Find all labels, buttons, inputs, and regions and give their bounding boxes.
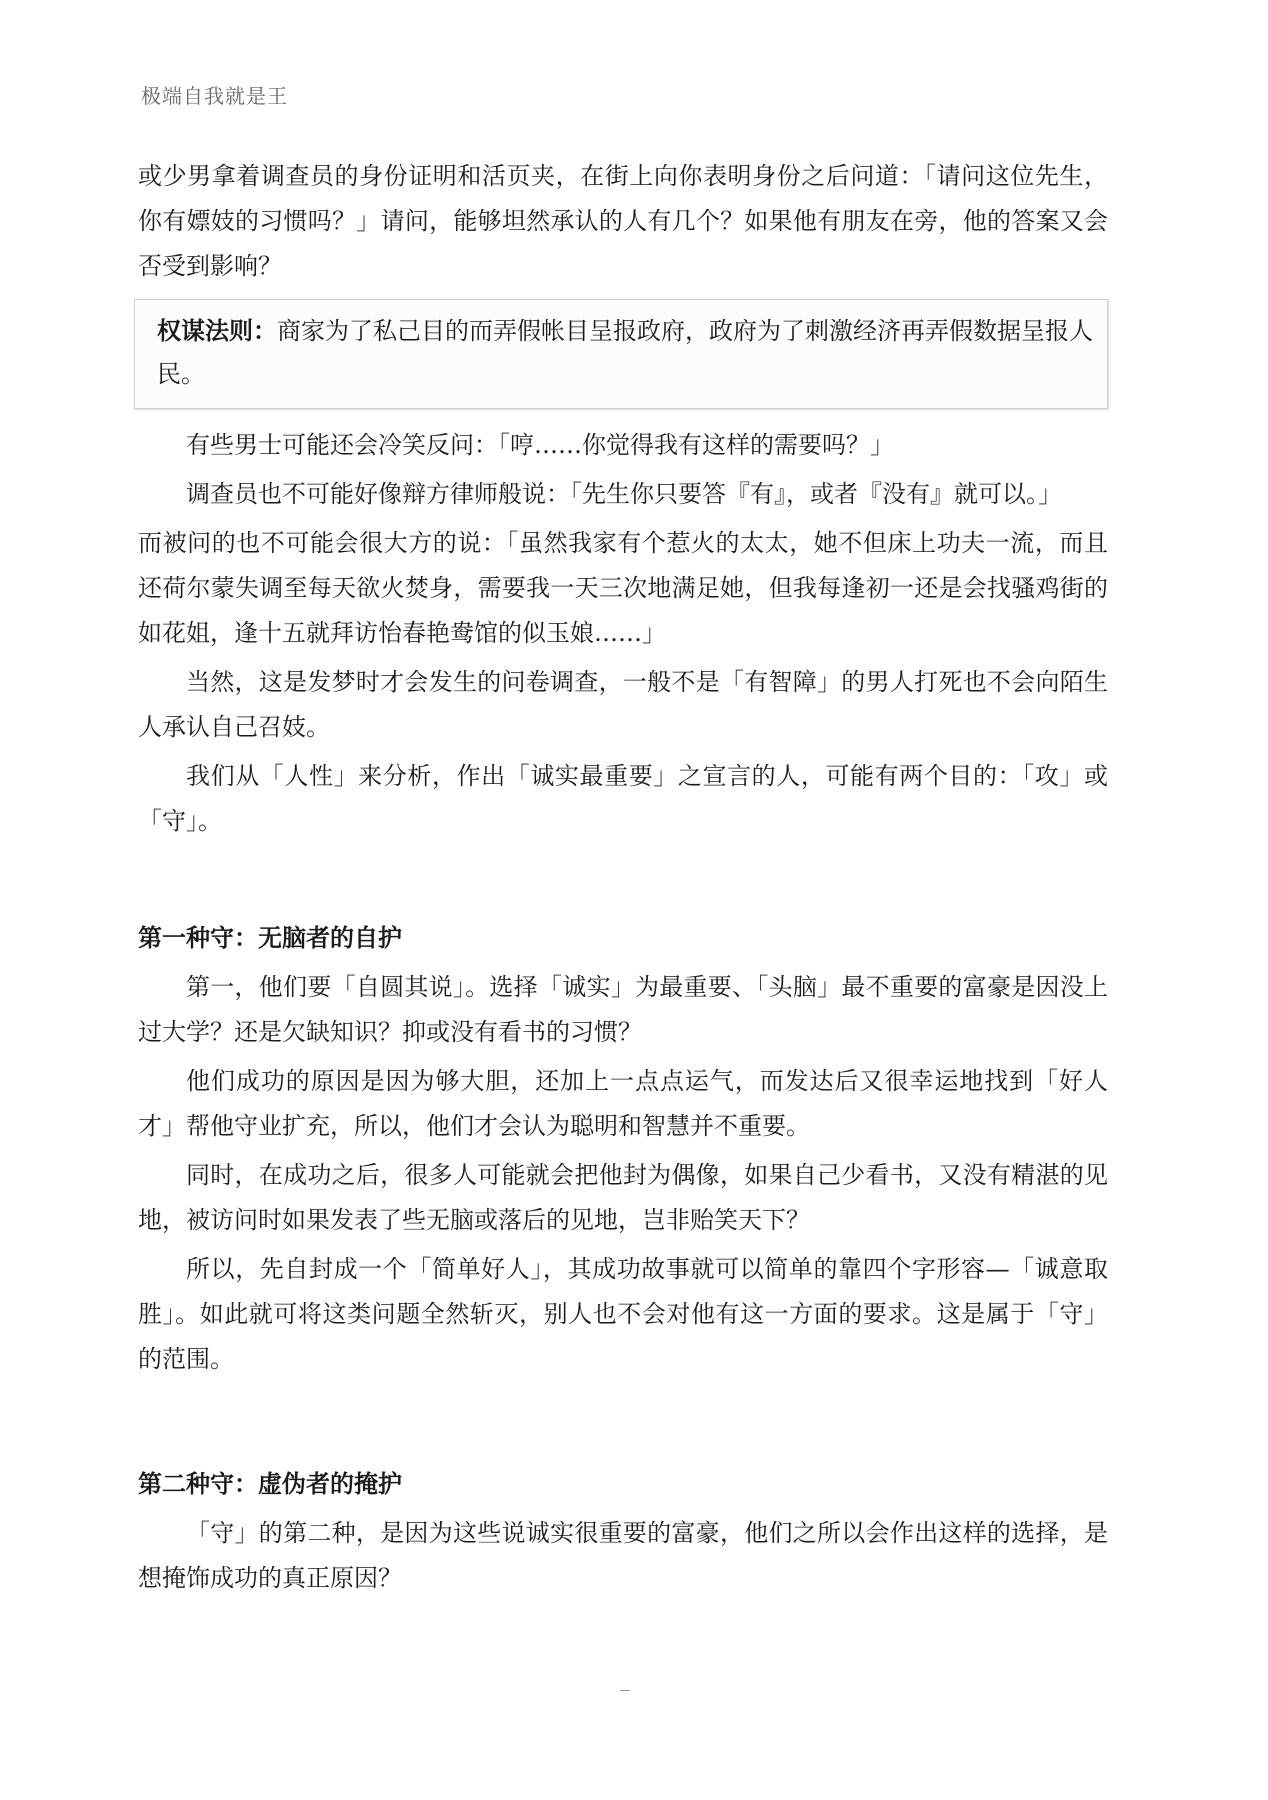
section-heading-2: 第二种守：虚伪者的掩护: [138, 1470, 402, 1498]
paragraph-3: 调查员也不可能好像辩方律师般说：「先生你只要答『有』，或者『没有』就可以。」: [186, 480, 1062, 508]
callout-text: 商家为了私己目的而弄假帐目呈报政府，政府为了刺激经济再弄假数据呈报人民。: [157, 317, 1093, 388]
paragraph-6: 我们从「人性」来分析，作出「诚实最重要」之宣言的人，可能有两个目的：「攻」或「守」。: [138, 762, 1108, 835]
paragraph-4: 而被问的也不可能会很大方的说：「虽然我家有个惹火的太太，她不但床上功夫一流，而且还荷尔蒙失调至每天欲火焚身，需要我一天三次地满足她，但我每逢初一还是会找骚鸡街的如花姐，逢十五就拜访怡春艳鸯馆的似玉娘……」: [138, 529, 1108, 647]
running-head: 极端自我就是王: [141, 84, 288, 108]
callout-label: 权谋法则：: [157, 317, 277, 345]
paragraph-9: 同时，在成功之后，很多人可能就会把他封为偶像，如果自己少看书，又没有精湛的见地，被访问时如果发表了些无脑或落后的见地，岂非贻笑天下？: [138, 1161, 1108, 1234]
paragraph-5: 当然，这是发梦时才会发生的问卷调查，一般不是「有智障」的男人打死也不会向陌生人承认自己召妓。: [138, 668, 1108, 741]
page-mark: [620, 1690, 630, 1691]
page-body: [138, 154, 1108, 1605]
paragraph-2: 有些男士可能还会冷笑反问：「哼……你觉得我有这样的需要吗？」: [186, 431, 894, 459]
paragraph-10: 所以，先自封成一个「简单好人」，其成功故事就可以简单的靠四个字形容—「诚意取胜」。如此就可将这类问题全然斩灭，别人也不会对他有这一方面的要求。这是属于「守」的范围。: [138, 1255, 1108, 1373]
paragraph-11: 「守」的第二种，是因为这些说诚实很重要的富豪，他们之所以会作出这样的选择，是想掩饰成功的真正原因？: [138, 1519, 1108, 1592]
section-heading-1: 第一种守：无脑者的自护: [138, 924, 402, 952]
paragraph-7: 第一，他们要「自圆其说」。选择「诚实」为最重要、「头脑」最不重要的富豪是因没上过大学？还是欠缺知识？抑或没有看书的习惯？: [138, 973, 1108, 1046]
rule-callout-box: [134, 299, 1108, 409]
paragraph-8: 他们成功的原因是因为够大胆，还加上一点点运气，而发达后又很幸运地找到「好人才」帮他守业扩充，所以，他们才会认为聪明和智慧并不重要。: [138, 1067, 1108, 1140]
paragraph-1: 或少男拿着调查员的身份证明和活页夹，在街上向你表明身份之后问道：「请问这位先生，你有嫖妓的习惯吗？」请问，能够坦然承认的人有几个？如果他有朋友在旁，他的答案又会否受到影响？: [138, 162, 1108, 280]
